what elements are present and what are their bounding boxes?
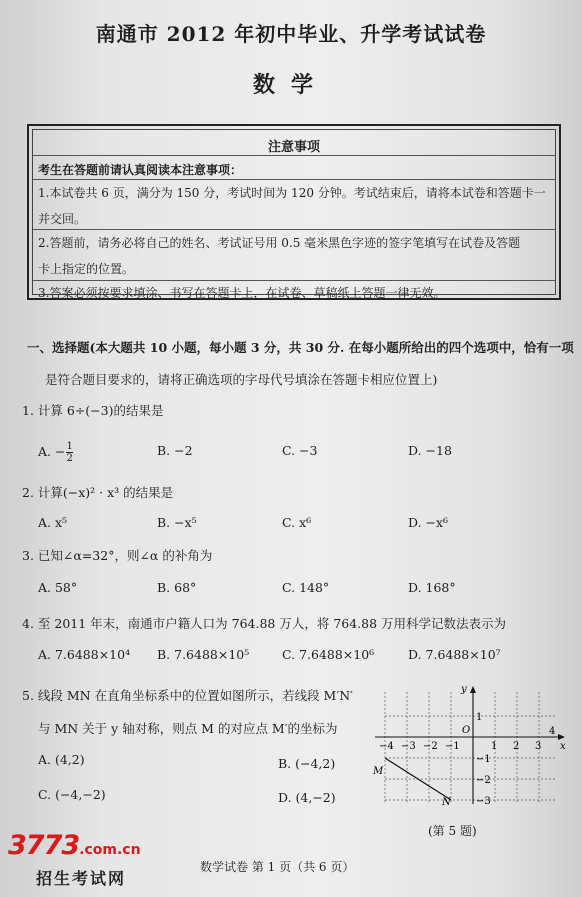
subject-title: 数学 — [252, 72, 329, 98]
watermark-subtitle: 招生考试网 — [36, 869, 127, 888]
q3-option-b: B. 68° — [157, 580, 197, 595]
q5-option-d: D. (4,−2) — [278, 790, 336, 805]
y-tick-labels — [476, 712, 491, 807]
notice-divider — [33, 179, 555, 180]
q1-option-b: B. −2 — [157, 443, 193, 458]
q1-option-a — [38, 441, 73, 464]
notice-item-1-cont: 并交回。 — [38, 212, 87, 226]
q4-option-a: A. 7.6488×10⁴ — [38, 647, 131, 662]
notice-divider — [33, 155, 555, 156]
coordinate-grid-figure — [370, 678, 570, 808]
q3-option-c: C. 148° — [282, 580, 330, 595]
q3-option-a: A. 58° — [38, 580, 78, 595]
x-tick-label: 1 — [491, 741, 498, 752]
y-tick-label: −1 — [476, 754, 491, 765]
notice-title: 注意事项 — [267, 140, 320, 155]
site-watermark — [8, 830, 141, 861]
q1-option-c: C. −3 — [282, 443, 318, 458]
question-5-stem-cont: 与 MN 关于 y 轴对称，则点 M 的对应点 M′的坐标为 — [38, 721, 338, 736]
x-tick-label: −1 — [445, 741, 460, 752]
q4-option-d: D. 7.6488×10⁷ — [408, 647, 501, 662]
fraction-numerator: 1 — [66, 441, 73, 452]
y-axis-label: y — [461, 684, 467, 695]
section-heading-cont: 是符合题目要求的，请将正确选项的字母代号填涂在答题卡相应位置上) — [45, 372, 438, 387]
q2-option-d: D. −x⁶ — [408, 515, 449, 530]
section-heading: 一、选择题(本大题共 10 小题，每小题 3 分，共 30 分. 在每小题所给出的四个选项中，恰有一项 — [27, 340, 574, 355]
question-1-stem: 1. 计算 6÷(−3)的结果是 — [22, 403, 164, 418]
notice-divider — [33, 229, 555, 230]
q5-option-b: B. (−4,2) — [278, 756, 336, 771]
notice-item-1: 1.本试卷共 6 页，满分为 150 分，考试时间为 120 分钟。考试结束后，请将本试卷和答题卡一 — [38, 186, 546, 200]
notice-item-2: 2.答题前，请务必将自己的姓名、考试证号用 0.5 毫米黑色字迹的签字笔填写在试卷及答题 — [38, 236, 521, 250]
x-tick-label: 3 — [535, 741, 542, 752]
x-axis-arrow — [558, 734, 565, 740]
q5-option-a: A. (4,2) — [38, 752, 85, 767]
question-3-stem: 3. 已知∠α=32°，则∠α 的补角为 — [22, 548, 213, 563]
watermark-domain: .com.cn — [79, 842, 141, 858]
q2-option-a: A. x⁵ — [38, 515, 68, 530]
notice-item-3: 3.答案必须按要求填涂、书写在答题卡上，在试卷、草稿纸上答题一律无效。 — [38, 286, 446, 300]
q2-option-b: B. −x⁵ — [157, 515, 197, 530]
q1-option-a-fraction — [66, 441, 72, 464]
q5-option-c: C. (−4,−2) — [38, 787, 106, 802]
watermark-number: 3773 — [8, 830, 80, 861]
page-footer: 数学试卷 第 1 页（共 6 页） — [200, 860, 355, 874]
notice-item-2-cont: 卡上指定的位置。 — [38, 262, 135, 276]
x-tick-label: 4 — [549, 726, 556, 737]
x-tick-label: −4 — [379, 741, 394, 752]
q4-option-c: C. 7.6488×10⁶ — [282, 647, 375, 662]
figure-caption: (第 5 题) — [428, 824, 477, 838]
x-tick-label: −2 — [423, 741, 438, 752]
y-tick-label: −2 — [476, 775, 491, 786]
origin-label: O — [462, 725, 471, 736]
notice-intro: 考生在答题前请认真阅读本注意事项： — [38, 163, 243, 177]
x-tick-label: 2 — [513, 741, 520, 752]
y-tick-label: −3 — [476, 796, 491, 807]
q2-option-c: C. x⁶ — [282, 515, 312, 530]
y-axis-arrow — [470, 686, 476, 693]
q1-option-a-prefix: A. − — [38, 444, 66, 459]
q1-option-d: D. −18 — [408, 443, 452, 458]
question-2-stem: 2. 计算(−x)² · x³ 的结果是 — [22, 485, 174, 500]
notice-divider — [33, 280, 555, 281]
notice-inner-frame — [32, 129, 556, 300]
question-5-stem: 5. 线段 MN 在直角坐标系中的位置如图所示，若线段 M′N′ — [22, 688, 353, 703]
q4-option-b: B. 7.6488×10⁵ — [157, 647, 250, 662]
point-n-label: N — [442, 797, 451, 808]
question-4-stem: 4. 至 2011 年末，南通市户籍人口为 764.88 万人，将 764.88 万用科学记数法表示为 — [22, 616, 507, 631]
y-tick-label: 1 — [476, 712, 483, 723]
q3-option-d: D. 168° — [408, 580, 456, 595]
x-tick-label: −3 — [401, 741, 416, 752]
point-m-label: M — [373, 766, 384, 777]
exam-title: 南通市 2012 年初中毕业、升学考试试卷 — [95, 22, 487, 46]
notice-box — [27, 124, 561, 300]
fraction-denominator: 2 — [66, 453, 73, 464]
x-axis-label: x — [560, 741, 566, 752]
